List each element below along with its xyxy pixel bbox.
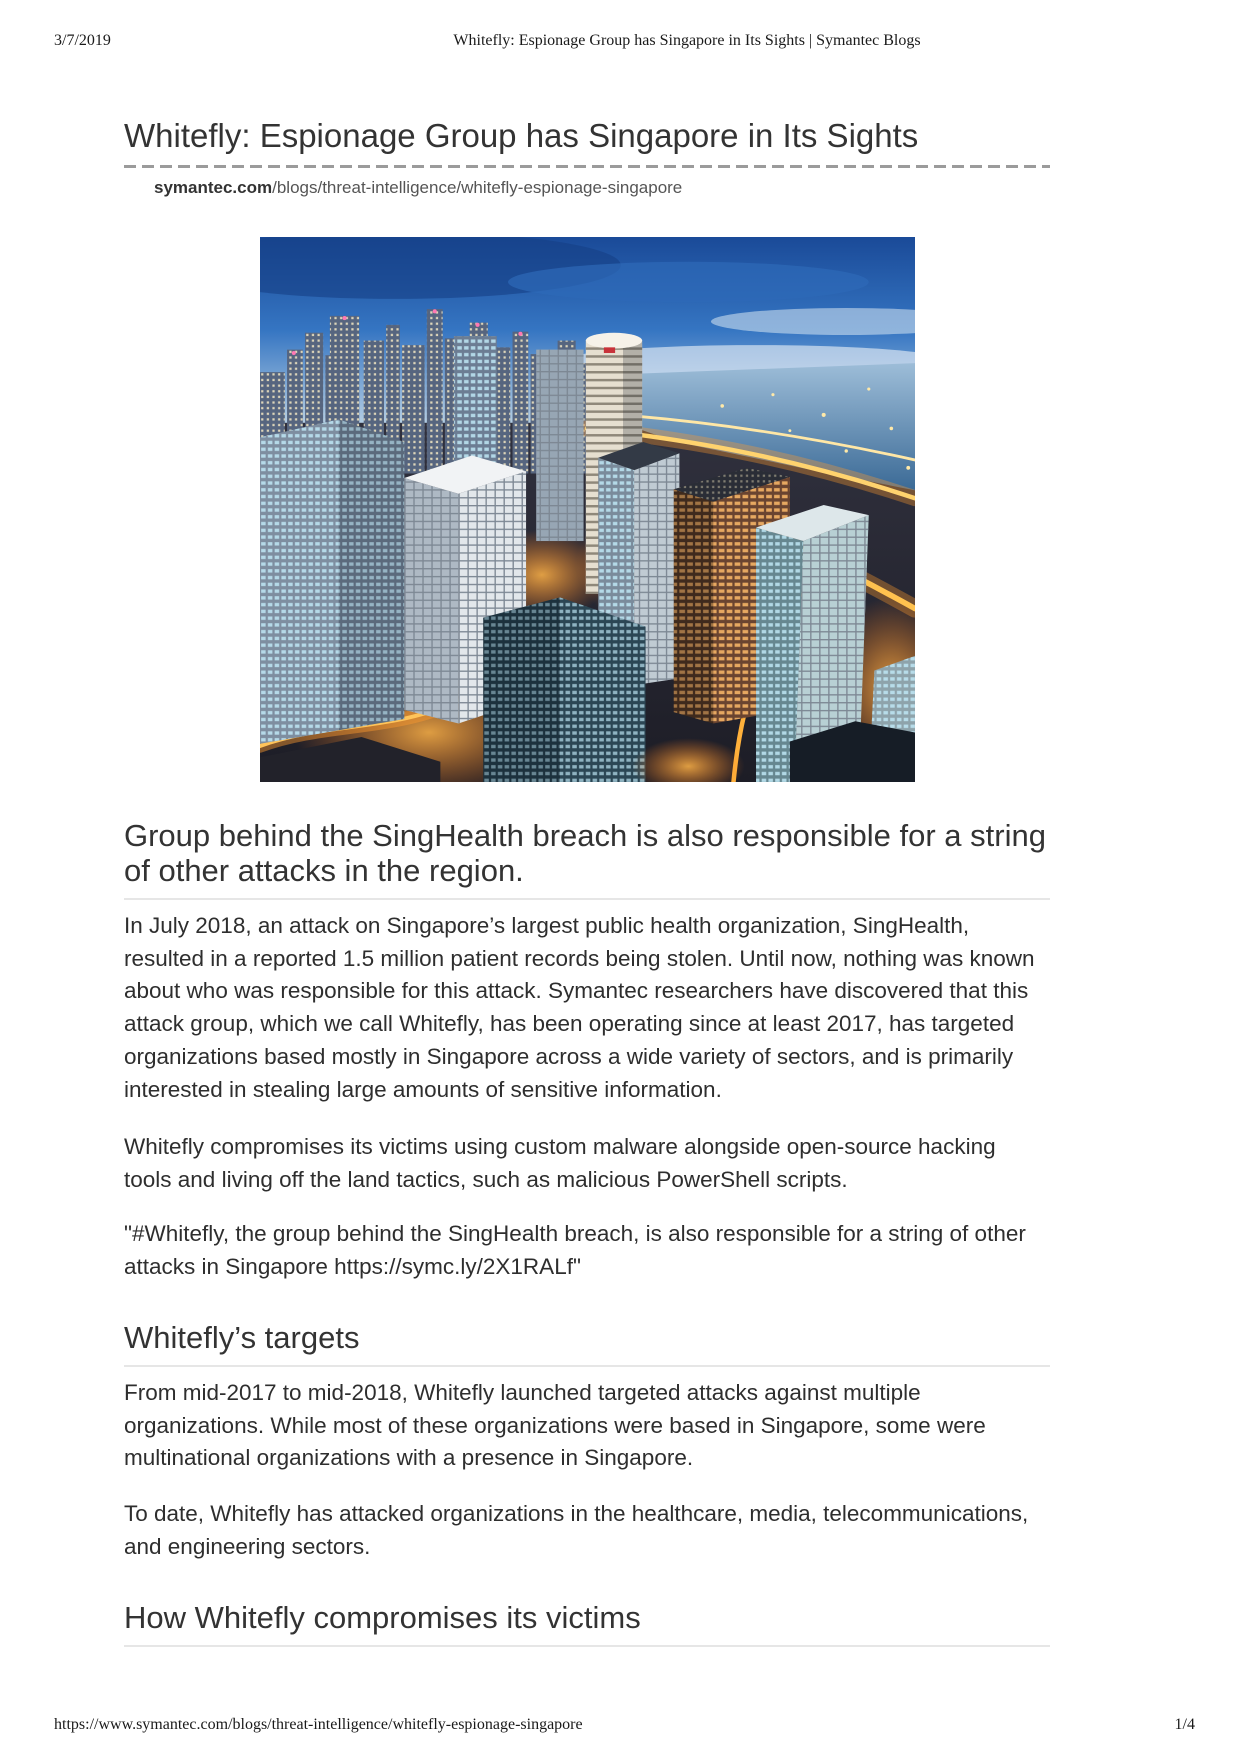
source-path: /blogs/threat-intelligence/whitefly-espionage-singapore	[272, 178, 683, 197]
paragraph-line: interested in stealing large amounts of sensitive information.	[124, 1076, 722, 1102]
lead-heading-line: of other attacks in the region.	[124, 853, 524, 888]
paragraph-line: and engineering sectors.	[124, 1533, 371, 1559]
section-heading-compromise	[124, 1600, 641, 1635]
section-heading-targets	[124, 1320, 359, 1355]
heading-divider	[124, 1645, 1050, 1647]
source-domain: symantec.com	[154, 178, 273, 197]
skyscraper-rear-center	[536, 350, 583, 541]
lead-heading-line: Group behind the SingHealth breach is also responsible for a string	[124, 818, 1046, 853]
paragraph-line: organizations based mostly in Singapore across a wide variety of sectors, and is primarily	[124, 1043, 1014, 1069]
lead-heading	[124, 818, 1046, 888]
tweetable-quote[interactable]	[124, 1218, 1026, 1283]
intro-paragraph	[124, 1131, 996, 1196]
section-paragraph	[124, 1377, 986, 1475]
paragraph-line: attack group, which we call Whitefly, has been operating since at least 2017, has targeted	[124, 1011, 1015, 1037]
section-heading-text: How Whitefly compromises its victims	[124, 1600, 641, 1635]
paragraph-line: resulted in a reported 1.5 million patient records being stolen. Until now, nothing was known	[124, 945, 1035, 971]
quote-line: attacks in Singapore https://symc.ly/2X1RALf"	[124, 1253, 581, 1279]
paragraph-line: Whitefly compromises its victims using custom malware alongside open-source hacking	[124, 1134, 996, 1159]
hero-image	[260, 237, 915, 782]
title-dashed-divider	[124, 165, 1050, 168]
print-page-title: Whitefly: Espionage Group has Singapore in Its Sights | Symantec Blogs	[453, 32, 921, 49]
source-link[interactable]	[154, 177, 682, 199]
intro-paragraph	[124, 910, 1035, 1106]
paragraph-line: tools and living off the land tactics, such as malicious PowerShell scripts.	[124, 1166, 848, 1192]
print-page-number: 1/4	[1174, 1716, 1195, 1733]
article-title: Whitefly: Espionage Group has Singapore in Its Sights	[124, 117, 919, 154]
section-heading-text: Whitefly’s targets	[124, 1320, 360, 1355]
office-tower-foreground	[483, 597, 645, 782]
paragraph-line: To date, Whitefly has attacked organizations in the healthcare, media, telecommunications,	[124, 1501, 1029, 1526]
paragraph-line: In July 2018, an attack on Singapore’s largest public health organization, SingHealth,	[124, 913, 970, 938]
singapore-skyline-photo	[260, 237, 915, 782]
heading-divider	[124, 898, 1050, 900]
section-paragraph	[124, 1498, 1028, 1563]
paragraph-line: organizations. While most of these organizations were based in Singapore, some were	[124, 1412, 986, 1438]
quote-line: "#Whitefly, the group behind the SingHealth breach, is also responsible for a string of other	[124, 1221, 1026, 1246]
heading-divider	[124, 1365, 1050, 1367]
paragraph-line: about who was responsible for this attack. Symantec researchers have discovered that this	[124, 978, 1029, 1004]
paragraph-line: From mid-2017 to mid-2018, Whitefly launched targeted attacks against multiple	[124, 1380, 921, 1405]
print-footer-url: https://www.symantec.com/blogs/threat-intelligence/whitefly-espionage-singapore	[54, 1716, 583, 1733]
office-tower-left	[260, 419, 404, 743]
paragraph-line: multinational organizations with a presence in Singapore.	[124, 1445, 694, 1471]
print-date: 3/7/2019	[54, 32, 111, 49]
